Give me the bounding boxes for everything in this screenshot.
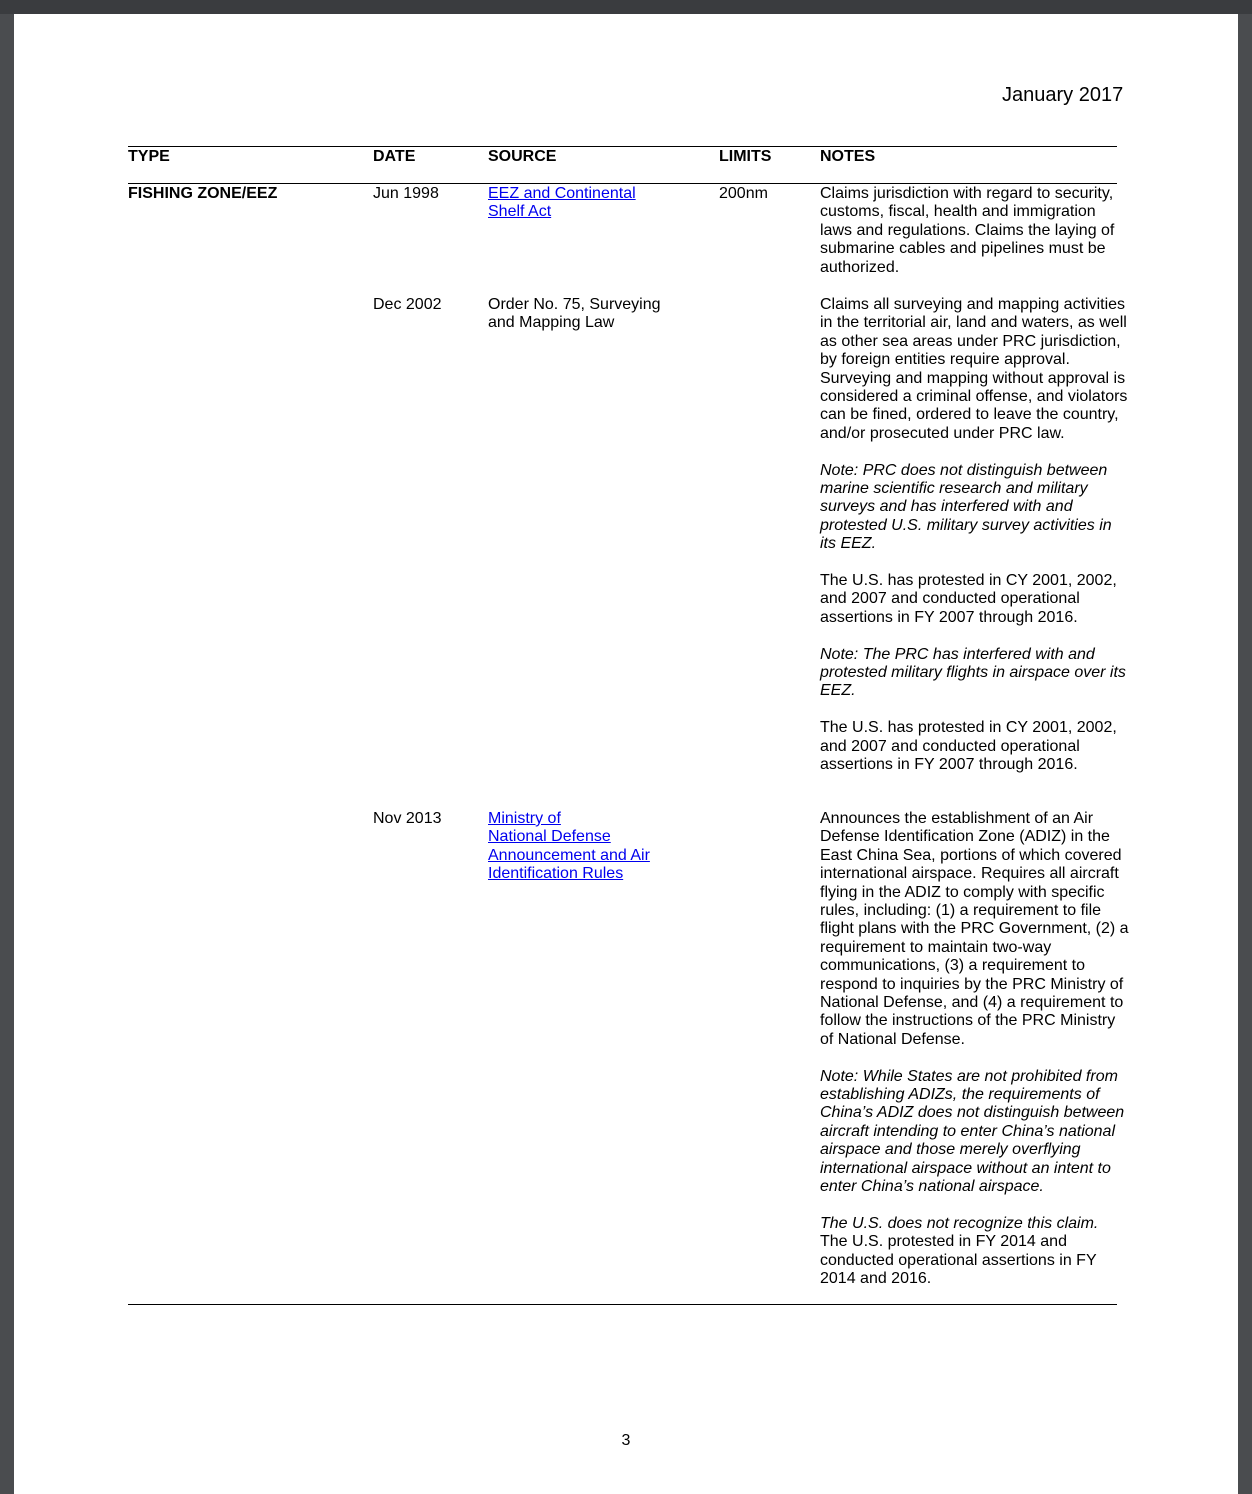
type-label: FISHING ZONE/EEZ xyxy=(128,185,278,202)
column-header-limits: LIMITS xyxy=(719,148,772,165)
header-bottom-rule xyxy=(128,183,1117,184)
note-paragraph-italic: Note: PRC does not distinguish between marine scientific research and military surveys and has interfered with and protested U.S. military survey activities in its EEZ. xyxy=(820,461,1112,553)
row-1-source-link[interactable]: EEZ and Continental Shelf Act xyxy=(488,185,636,221)
row-1-limits: 200nm xyxy=(719,185,768,202)
row-1-date: Jun 1998 xyxy=(373,185,439,202)
row-3-notes xyxy=(820,810,1130,1289)
viewer-top-bar xyxy=(0,0,1252,14)
note-paragraph: The U.S. has protested in CY 2001, 2002, and 2007 and conducted operational assertions in FY 2007 through 2016. xyxy=(820,719,1117,774)
row-2-notes xyxy=(820,296,1130,775)
note-paragraph-italic: Note: The PRC has interfered with and protested military flights in airspace over its EEZ. xyxy=(820,645,1126,700)
row-2-date: Dec 2002 xyxy=(373,296,442,313)
note-paragraph-italic: Note: While States are not prohibited from establishing ADIZs, the requirements of China’s ADIZ does not distinguish between aircraft intending to enter China’s national airspace and those merely overflying international airspace without an intent to enter China’s national airspace. xyxy=(820,1067,1125,1196)
note-paragraph: Claims jurisdiction with regard to security, customs, fiscal, health and immigration laws and regulations. Claims the laying of submarine cables and pipelines must be authorized. xyxy=(820,185,1115,276)
column-header-type: TYPE xyxy=(128,148,170,165)
note-paragraph-mixed: The U.S. does not recognize this claim. The U.S. protested in FY 2014 and conducted operational assertions in FY 2014 and 2016. xyxy=(820,1214,1099,1288)
row-3-source-link[interactable]: Ministry of National Defense Announcement and Air Identification Rules xyxy=(488,810,650,883)
table-bottom-rule xyxy=(128,1304,1117,1305)
column-header-date: DATE xyxy=(373,148,416,165)
column-header-notes: NOTES xyxy=(820,148,876,165)
note-paragraph: Announces the establishment of an Air Defense Identification Zone (ADIZ) in the East China Sea, portions of which covered international airspace. Requires all aircraft flying in the ADIZ to comply with specific rules, including: (1) a requirement to file flight plans with the PRC Government, (2) a requirement to maintain two-way communications, (3) a requirement to respond to inquiries by the PRC Ministry of National Defense, and (4) a requirement to follow the instructions of the PRC Ministry of National Defense. xyxy=(820,810,1129,1048)
header-top-rule xyxy=(128,146,1117,147)
note-paragraph: The U.S. has protested in CY 2001, 2002, and 2007 and conducted operational assertions in FY 2007 through 2016. xyxy=(820,572,1117,626)
note-paragraph: Claims all surveying and mapping activities in the territorial air, land and waters, as well as other sea areas under PRC jurisdiction, by foreign entities require approval. Surveying and mapping without approval is considered a criminal offense, and violators can be fined, ordered to leave the country, and/or prosecuted under PRC law. xyxy=(820,296,1128,442)
row-2-source: Order No. 75, Surveying and Mapping Law xyxy=(488,296,661,332)
document-date: January 2017 xyxy=(1002,84,1124,106)
document-page xyxy=(14,14,1238,1494)
page-number: 3 xyxy=(621,1432,631,1449)
row-1-notes xyxy=(820,185,1130,277)
column-header-source: SOURCE xyxy=(488,148,557,165)
row-3-date: Nov 2013 xyxy=(373,810,442,827)
